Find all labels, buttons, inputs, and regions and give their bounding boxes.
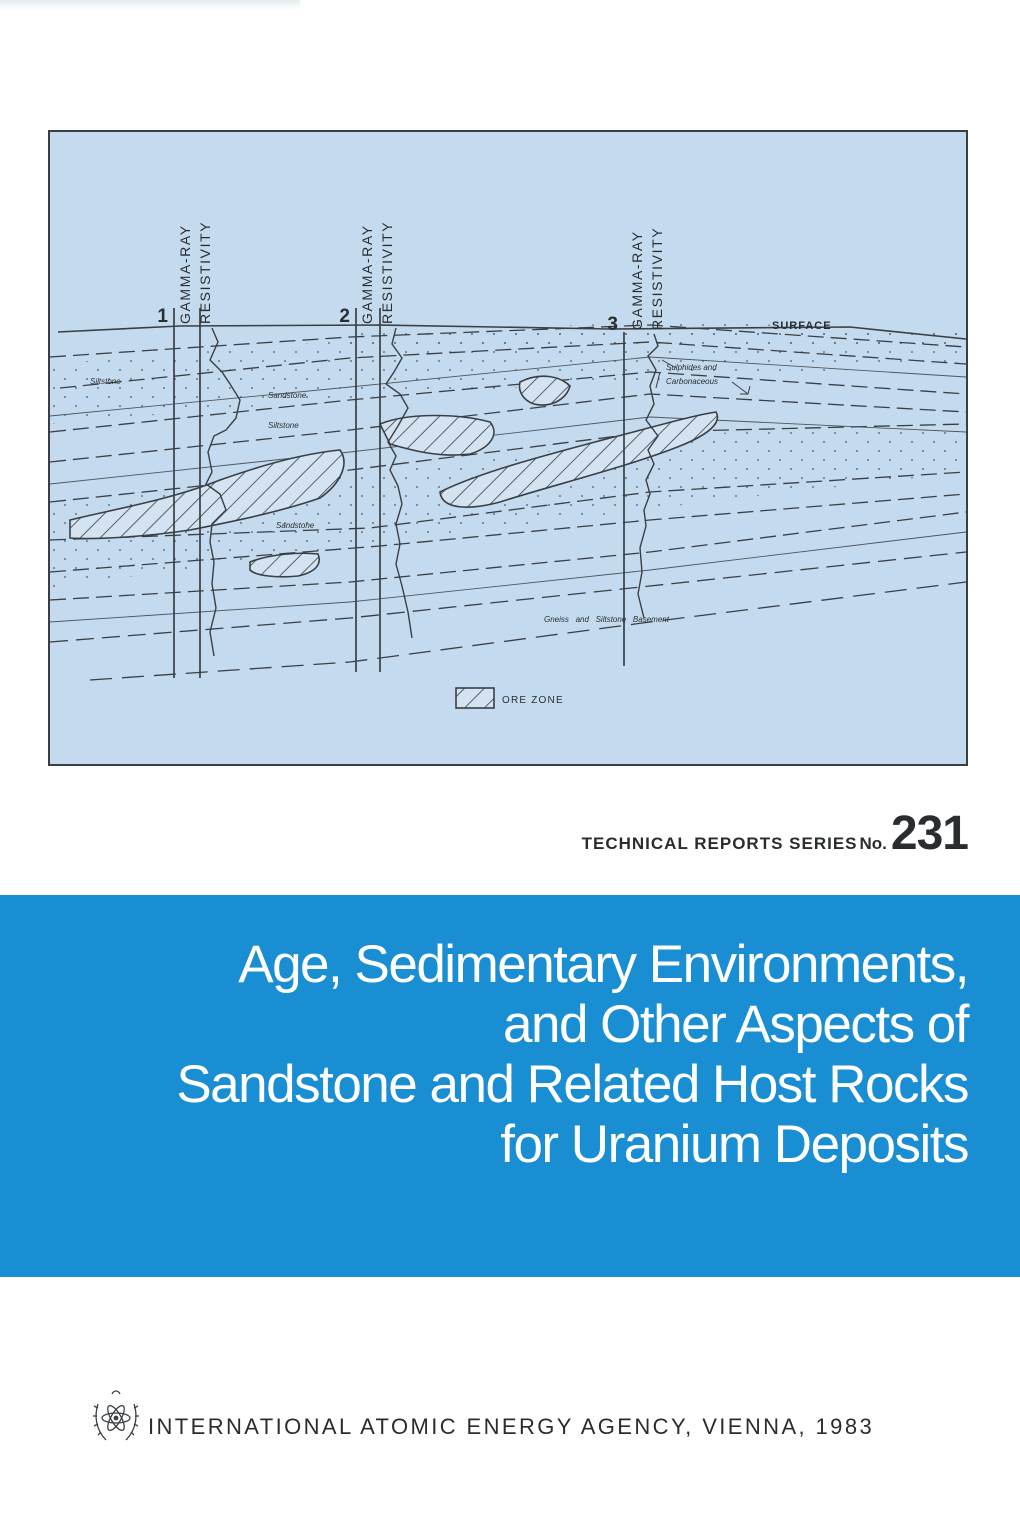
- series-label: TECHNICAL REPORTS SERIES: [581, 834, 858, 853]
- well-3-resistivity-label: RESISTIVITY: [649, 226, 665, 330]
- series-line: [581, 806, 968, 860]
- iaea-atom-laurel-icon: [92, 1386, 140, 1456]
- well-1-resistivity-label: RESISTIVITY: [197, 220, 213, 324]
- basement-label: Gneiss and Siltstone Basement: [544, 615, 669, 624]
- cross-section-diagram: [50, 132, 966, 764]
- well-1-gamma-label: GAMMA-RAY: [177, 224, 193, 324]
- sulphides-label: Sulphides and: [666, 363, 717, 372]
- publisher-footer: [92, 1386, 972, 1466]
- well-1-number: 1: [157, 306, 168, 327]
- well-2-number: 2: [339, 306, 350, 327]
- well-3-number: 3: [607, 314, 618, 335]
- surface-label: SURFACE: [772, 320, 832, 332]
- series-number: 231: [890, 807, 968, 860]
- title-line-3: Sandstone and Related Host Rocks: [176, 1055, 968, 1114]
- report-title: [176, 935, 968, 1175]
- series-no-label: No.: [859, 834, 887, 853]
- publisher-text: INTERNATIONAL ATOMIC ENERGY AGENCY, VIENNA, 1983: [148, 1414, 875, 1439]
- cross-section-figure: [48, 130, 968, 766]
- ore-zone-legend-swatch: [456, 688, 494, 708]
- siltstone-label-upper: Siltstone: [90, 377, 121, 386]
- well-2-gamma-label: GAMMA-RAY: [359, 224, 375, 324]
- well-3-gamma-label: GAMMA-RAY: [629, 230, 645, 330]
- title-line-4: for Uranium Deposits: [500, 1115, 968, 1174]
- scan-edge-mark: [0, 0, 300, 10]
- sandstone-label-lower: Sandstone: [276, 521, 315, 530]
- siltstone-label-middle: Siltstone: [268, 421, 299, 430]
- well-2-resistivity-label: RESISTIVITY: [379, 220, 395, 324]
- title-line-1: Age, Sedimentary Environments,: [238, 935, 968, 994]
- title-band: [0, 895, 1020, 1277]
- ore-zone-legend: [456, 688, 564, 708]
- sandstone-label-upper: Sandstone: [268, 391, 307, 400]
- carbonaceous-label: Carbonaceous: [666, 377, 719, 386]
- title-line-2: and Other Aspects of: [503, 995, 968, 1054]
- ore-zone-legend-label: ORE ZONE: [502, 695, 564, 706]
